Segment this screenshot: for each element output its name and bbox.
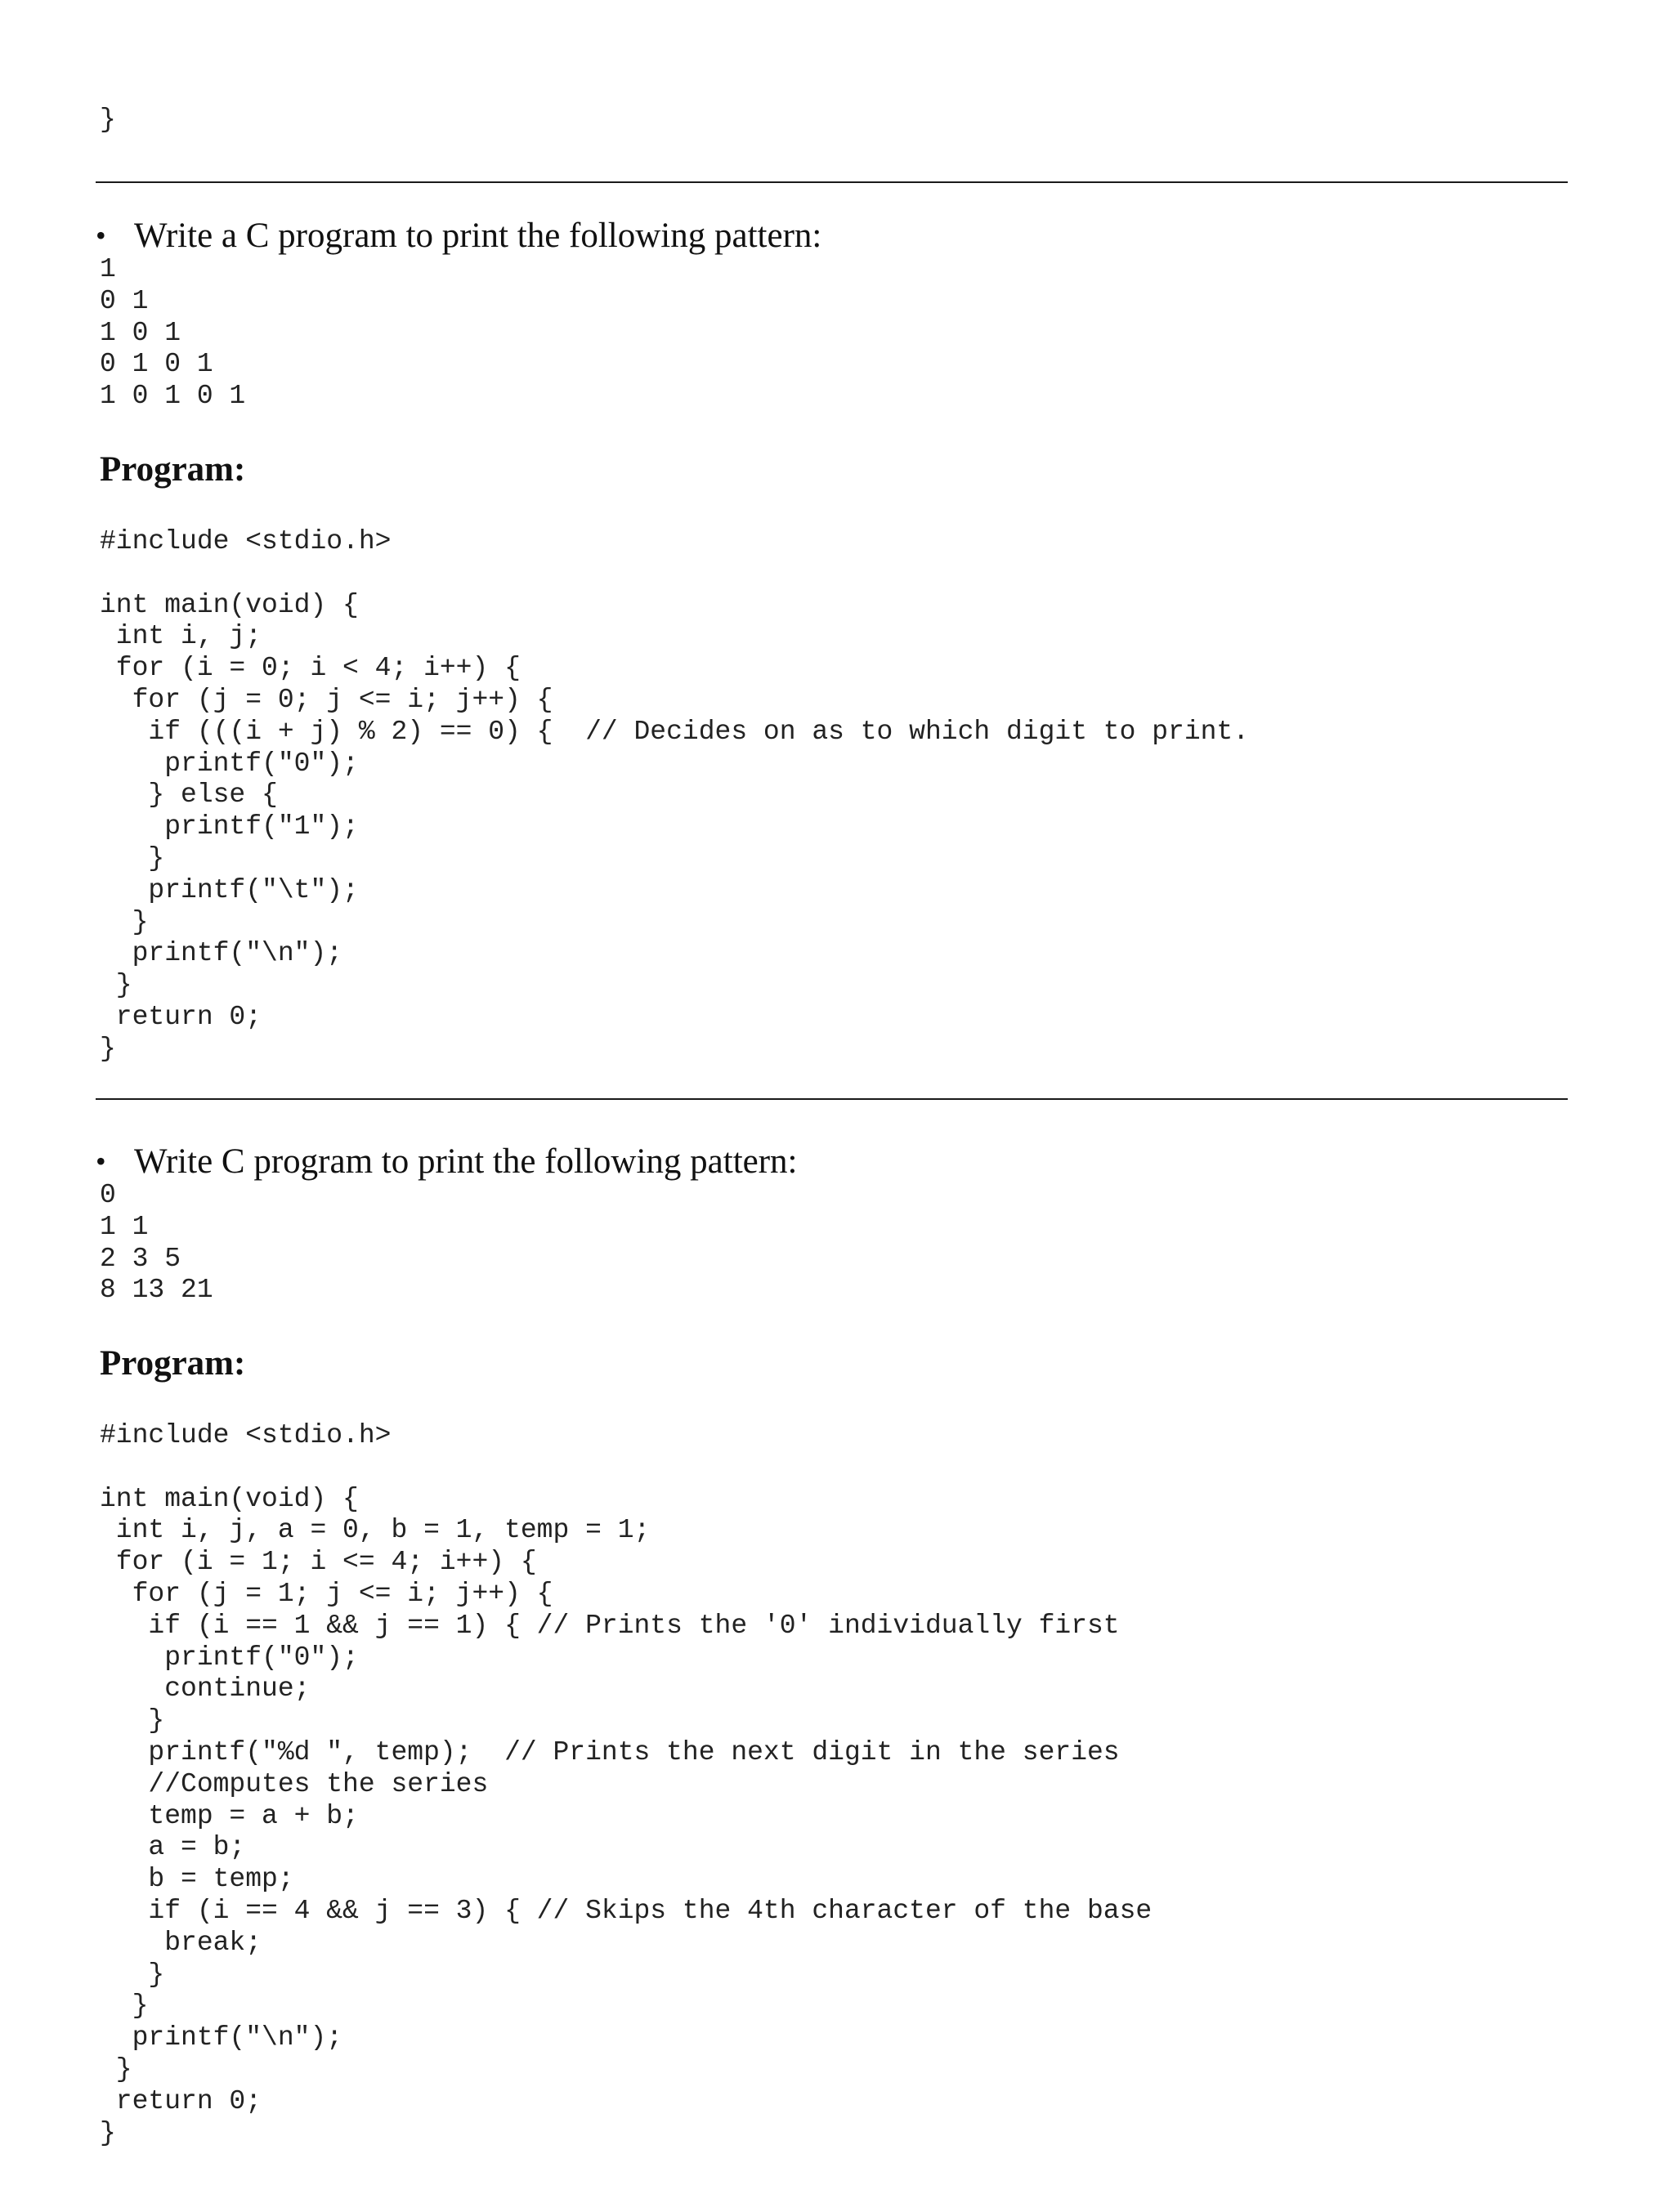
question-2 [96,1141,798,1182]
program-1-code: #include <stdio.h> int main(void) { int i, j; for (i = 0; i < 4; i++) { for (j = 0; j <= i; j++) { if (((i + j) % 2) == 0) { // Decides on as to which digit to print. printf("0"); } else { printf("1"); } printf("\t"); } printf("\n"); } return 0; } [100,526,1250,1064]
question-2-text: Write C program to print the following pattern: [134,1142,798,1181]
question-1-text: Write a C program to print the following pattern: [134,217,822,255]
section-divider-middle [96,1098,1568,1100]
pattern-1-output: 1 0 1 1 0 1 0 1 0 1 1 0 1 0 1 [100,254,246,412]
program-1-heading: Program: [100,450,246,489]
bullet-icon: • [96,1145,106,1177]
question-1 [96,215,821,257]
program-2-heading: Program: [100,1344,246,1383]
section-divider-top [96,181,1568,183]
previous-code-closing-brace: } [100,105,116,135]
bullet-icon: • [96,219,106,252]
pattern-2-output: 0 1 1 2 3 5 8 13 21 [100,1180,213,1306]
program-2-code: #include <stdio.h> int main(void) { int i, j, a = 0, b = 1, temp = 1; for (i = 1; i <= 4; i++) { for (j = 1; j <= i; j++) { if (i == 1 && j == 1) { // Prints the '0' individually first printf("0"); continue; } printf("%d ", temp); // Prints the next digit in the series //Computes the series temp = a + b; a = b; b = temp; if (i == 4 && j == 3) { // Skips the 4th character of the base break; } } printf("\n"); } return 0; } [100,1420,1153,2148]
